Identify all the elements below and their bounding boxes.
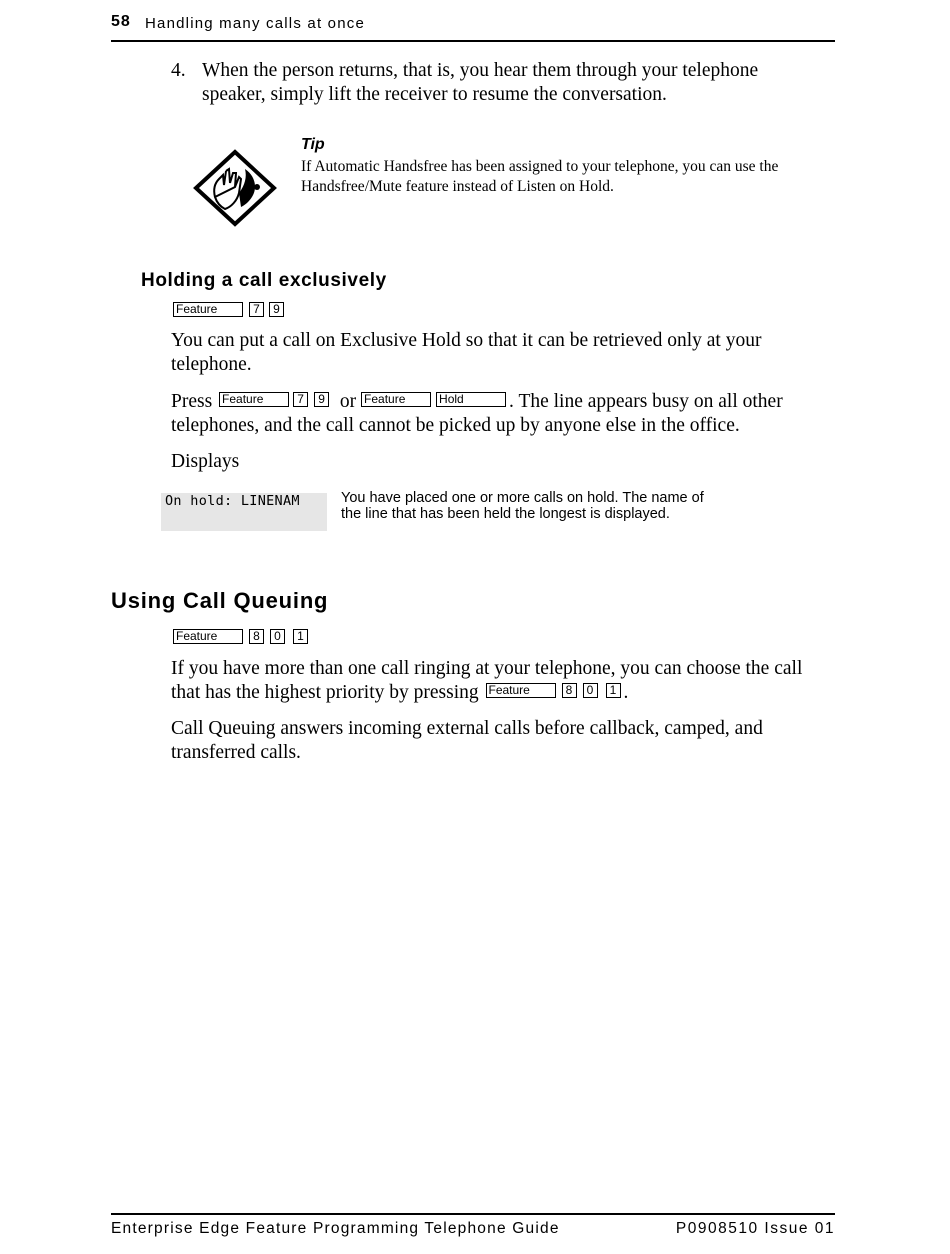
displays-label: Displays [171, 451, 240, 472]
tip-label: Tip [301, 136, 325, 153]
digit-key: 8 [249, 629, 264, 644]
section-heading-holding: Holding a call exclusively [141, 270, 387, 291]
section-heading-queuing: Using Call Queuing [111, 588, 329, 613]
paragraph: You can put a call on Exclusive Hold so that it can be retrieved only at your telephone. [171, 330, 762, 375]
text: . [623, 681, 629, 703]
hold-key: Hold [436, 392, 506, 407]
digit-key: 1 [293, 629, 308, 644]
display-description: You have placed one or more calls on hold. The name of the line that has been held the longest is displayed. [341, 490, 704, 522]
digit-key: 0 [270, 629, 285, 644]
text: or [339, 391, 357, 412]
tip-text: If Automatic Handsfree has been assigned to your telephone, you can use the Handsfree/Mute feature instead of Listen on Hold. [301, 158, 779, 195]
footer-doc-number: P0908510 Issue 01 [675, 1220, 835, 1237]
header-title: Handling many calls at once [145, 15, 366, 32]
footer-guide-title: Enterprise Edge Feature Programming Telephone Guide [111, 1220, 560, 1237]
feature-key: Feature [361, 392, 431, 407]
key-sequence-inline [361, 392, 509, 408]
text: If you have more than one call ringing at your telephone, you can choose the call that has the highest priority by pressing [171, 658, 803, 703]
step-number: 4. [171, 60, 186, 81]
digit-key: 7 [293, 392, 308, 407]
digit-key: 8 [562, 683, 577, 698]
feature-key: Feature [173, 629, 243, 644]
digit-key: 9 [314, 392, 329, 407]
digit-key: 0 [583, 683, 598, 698]
digit-key: 9 [269, 302, 284, 317]
feature-key: Feature [173, 302, 243, 317]
paragraph [171, 390, 821, 437]
page-number: 58 [111, 13, 131, 30]
digit-key: 7 [249, 302, 264, 317]
feature-key: Feature [486, 683, 556, 698]
digit-key: 1 [606, 683, 621, 698]
display-screen [161, 493, 327, 531]
key-sequence-inline [484, 683, 624, 699]
page-footer [111, 1213, 835, 1245]
text: . The line appears busy on all other telephones, and the call cannot be picked up by anyone else in the office. [171, 391, 783, 436]
hand-wave-icon [193, 149, 277, 227]
step-text: When the person returns, that is, you hear them through your telephone speaker, simply lift the receiver to resume the conversation. [202, 60, 759, 105]
display-text: On hold: LINENAM [165, 493, 300, 509]
text: Press [171, 391, 213, 412]
page-header [111, 12, 835, 42]
paragraph [171, 657, 831, 704]
paragraph: Call Queuing answers incoming external calls before callback, camped, and transferred calls. [171, 718, 763, 763]
feature-key: Feature [219, 392, 289, 407]
key-sequence-inline [217, 392, 335, 408]
